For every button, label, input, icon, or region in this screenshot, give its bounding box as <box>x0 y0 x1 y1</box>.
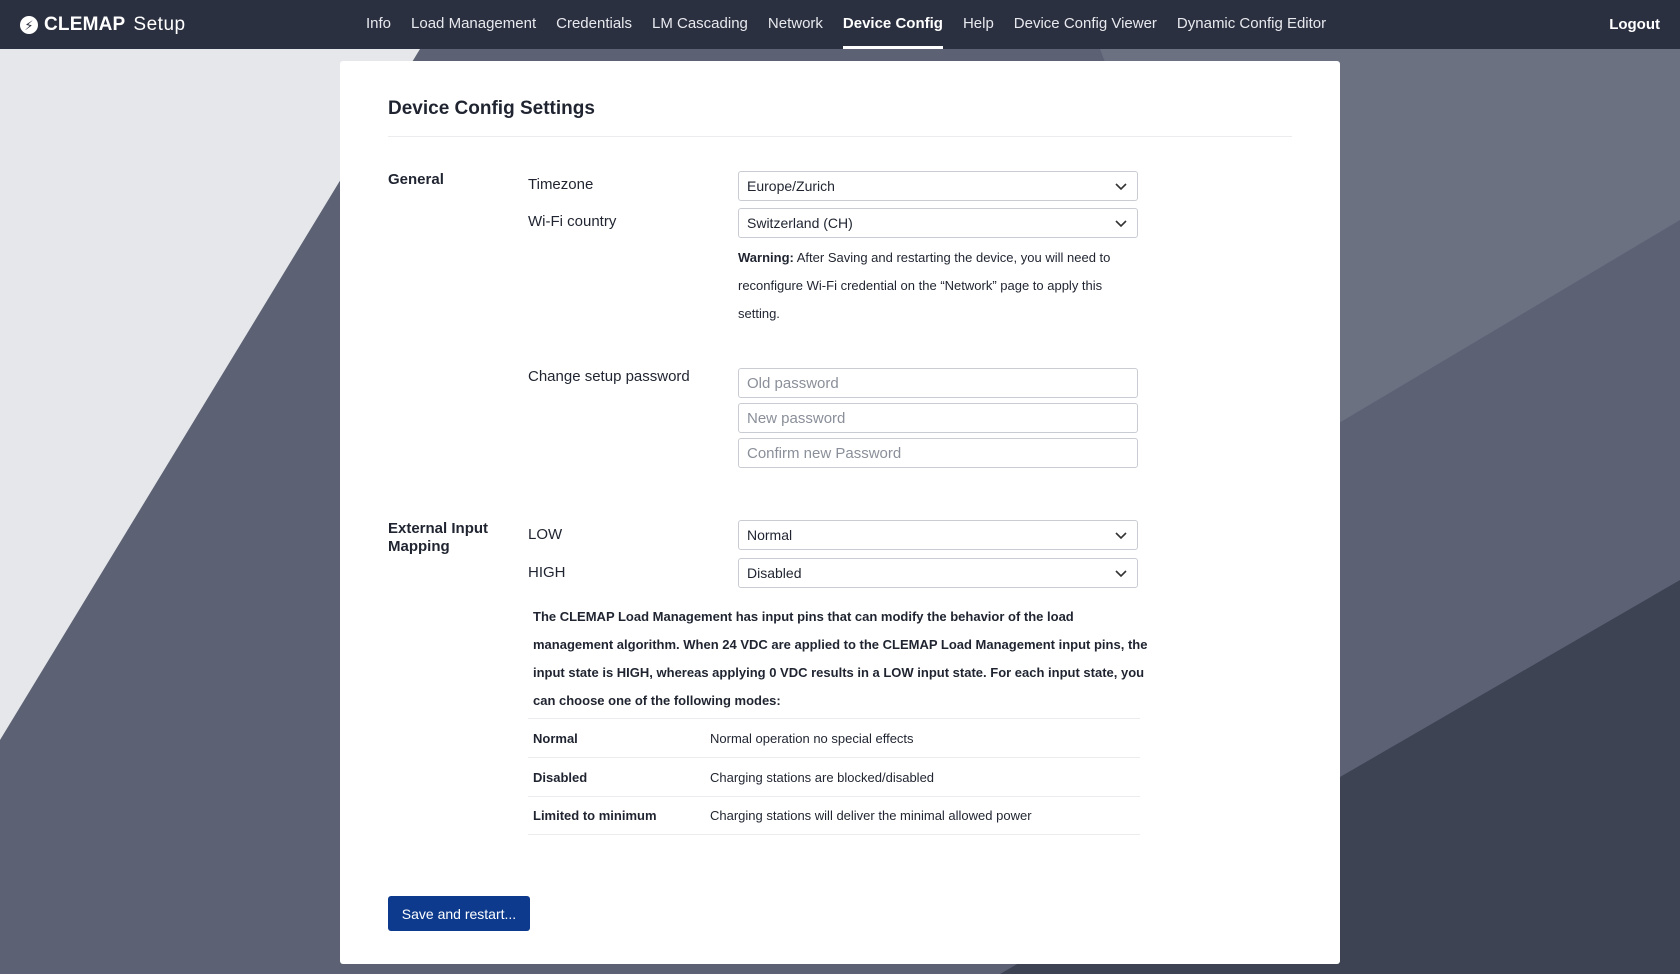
brand-name: CLEMAP <box>44 14 126 35</box>
wifi-warning <box>738 244 1138 328</box>
mode-name: Limited to minimum <box>533 808 657 823</box>
input-mapping-info: The CLEMAP Load Management has input pins that can modify the behavior of the load management algorithm. When 24 VDC are applied to the CLEMAP Load Management input pins, the input state is HIGH, whereas applying 0 VDC results in a LOW input state. For each input state, you can choose one of the following modes: <box>533 609 1148 708</box>
nav-item-info[interactable]: Info <box>366 15 392 32</box>
low-label: LOW <box>528 526 563 543</box>
mode-description: Charging stations are blocked/disabled <box>710 769 935 785</box>
nav-item-load-management[interactable]: Load Management <box>411 15 537 32</box>
timezone-label: Timezone <box>528 176 594 193</box>
mode-name: Normal <box>533 730 578 746</box>
chevron-down-icon <box>1115 218 1127 228</box>
clemap-logo-icon: ⚡ <box>20 16 38 34</box>
chevron-down-icon <box>1115 181 1127 191</box>
brand-suffix: Setup <box>133 14 186 35</box>
mode-description: Normal operation no special effects <box>710 730 914 746</box>
table-row <box>528 757 1140 796</box>
title-divider <box>388 136 1292 137</box>
main-nav <box>366 0 1346 49</box>
warning-prefix: Warning: <box>738 250 794 265</box>
mode-name: Disabled <box>533 769 588 785</box>
high-label: HIGH <box>528 564 566 581</box>
confirm-password-input[interactable] <box>738 438 1138 468</box>
table-row <box>528 796 1140 835</box>
mode-description: Charging stations will deliver the minimal allowed power <box>710 808 1032 823</box>
chevron-down-icon <box>1115 530 1127 540</box>
new-password-input[interactable] <box>738 403 1138 433</box>
timezone-select[interactable] <box>738 171 1138 201</box>
low-mode-value: Normal <box>747 527 793 543</box>
save-and-restart-button[interactable]: Save and restart... <box>388 896 530 931</box>
timezone-value: Europe/Zurich <box>747 178 835 194</box>
section-label-general: General <box>388 171 444 188</box>
low-mode-select[interactable] <box>738 520 1138 550</box>
nav-item-credentials[interactable]: Credentials <box>556 15 632 32</box>
change-password-label: Change setup password <box>528 368 690 385</box>
nav-item-device-config-viewer[interactable]: Device Config Viewer <box>1013 15 1157 32</box>
nav-item-device-config[interactable]: Device Config <box>843 0 943 49</box>
high-mode-select[interactable] <box>738 558 1138 588</box>
modes-table <box>528 718 1140 835</box>
nav-item-network[interactable]: Network <box>767 15 823 32</box>
nav-item-help[interactable]: Help <box>962 15 994 32</box>
old-password-input[interactable] <box>738 368 1138 398</box>
nav-item-lm-cascading[interactable]: LM Cascading <box>652 15 748 32</box>
table-row <box>528 718 1140 757</box>
wifi-country-label: Wi-Fi country <box>528 213 617 230</box>
logout-link[interactable]: Logout <box>1609 16 1660 33</box>
high-mode-value: Disabled <box>747 565 802 581</box>
page-title: Device Config Settings <box>388 98 595 119</box>
wifi-country-select[interactable] <box>738 208 1138 238</box>
brand[interactable] <box>20 14 186 36</box>
top-navigation-bar <box>0 0 1680 49</box>
warning-text: After Saving and restarting the device, you will need to reconfigure Wi-Fi credential on the “Network” page to apply this setting. <box>738 250 1111 321</box>
nav-item-dynamic-config-editor[interactable]: Dynamic Config Editor <box>1176 15 1327 32</box>
section-label-external-input: External Input Mapping <box>388 520 489 555</box>
settings-card <box>340 61 1340 964</box>
wifi-country-value: Switzerland (CH) <box>747 215 853 231</box>
chevron-down-icon <box>1115 568 1127 578</box>
